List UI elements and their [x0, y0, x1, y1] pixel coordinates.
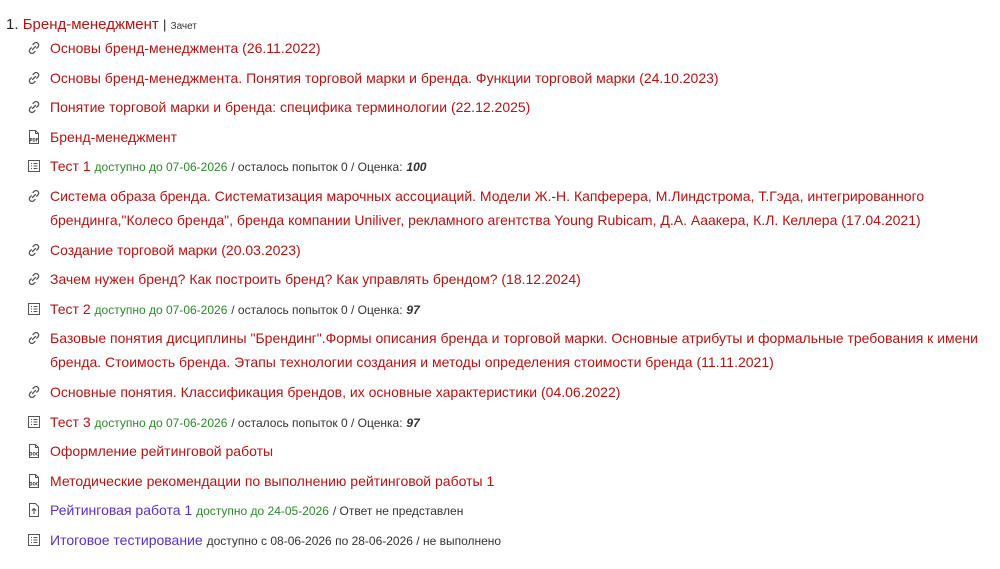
file-link[interactable]: Методические рекомендации по выполнению рейтинговой работы 1	[50, 472, 495, 489]
availability: доступно до 07-06-2026	[94, 415, 228, 430]
activity-link[interactable]: Понятие торговой марки и бренда: специфика терминологии (22.12.2025)	[50, 99, 531, 115]
link-icon	[26, 242, 42, 258]
final-test-link[interactable]: Итоговое тестирование	[50, 531, 203, 548]
file-link[interactable]: Бренд-менеджмент	[50, 128, 178, 145]
list-item	[6, 36, 1000, 66]
list-item	[6, 154, 1000, 184]
test-link[interactable]: Тест 2	[50, 300, 91, 317]
test-icon	[26, 301, 42, 317]
list-item	[6, 66, 1000, 96]
activity-link[interactable]: Основы бренд-менеджмента (26.11.2022)	[50, 40, 321, 56]
link-icon	[26, 188, 42, 204]
link-icon	[26, 330, 42, 346]
list-item	[6, 267, 1000, 297]
list-item	[6, 125, 1000, 155]
score: 97	[406, 302, 420, 317]
list-item	[6, 410, 1000, 440]
svg-text:DOC: DOC	[29, 451, 39, 457]
pdf-file-icon	[26, 129, 42, 145]
attempts-info: / осталось попыток 0 / Оценка:	[231, 160, 403, 174]
test-link[interactable]: Тест 1	[50, 158, 91, 174]
section-title: Бренд-менеджмент	[22, 16, 159, 33]
availability: доступно до 07-06-2026	[94, 160, 228, 174]
list-item	[6, 528, 1000, 558]
section-heading	[6, 14, 1000, 36]
link-icon	[26, 271, 42, 287]
list-item	[6, 238, 1000, 268]
activity-link[interactable]: Система образа бренда. Систематизация марочных ассоциаций. Модели Ж.-Н. Капферера, М.Линдстрома, Т.Гэда, интегрированного брендинга,"Колесо бренда", бренда компании Uniliver, рекламного агентства Young Rubicam, Д.А. Аaакера, К.Л. Келлера (17.04.2021)	[50, 187, 925, 228]
upload-icon	[26, 502, 42, 518]
link-icon	[26, 70, 42, 86]
activity-link[interactable]: Основы бренд-менеджмента. Понятия торговой марки и бренда. Функции торговой марки (24.10.2023)	[50, 69, 719, 86]
list-item	[6, 439, 1000, 469]
test-link[interactable]: Тест 3	[50, 413, 91, 430]
file-link[interactable]: Оформление рейтинговой работы	[50, 443, 274, 459]
activity-link[interactable]: Основные понятия. Классификация брендов, их основные характеристики (04.06.2022)	[50, 384, 621, 400]
link-icon	[26, 40, 42, 56]
test-icon	[26, 532, 42, 548]
availability: доступно до 07-06-2026	[94, 302, 228, 317]
final-test-status: доступно с 08-06-2026 по 28-06-2026 / не выполнено	[206, 533, 502, 548]
assignment-link[interactable]: Рейтинговая работа 1	[50, 502, 193, 518]
svg-text:PDF: PDF	[29, 137, 39, 142]
doc-file-icon	[26, 443, 42, 459]
list-item	[6, 498, 1000, 528]
list-item	[6, 95, 1000, 125]
score: 100	[406, 160, 427, 174]
score: 97	[406, 415, 420, 430]
link-icon	[26, 99, 42, 115]
activity-link[interactable]: Базовые понятия дисциплины "Брендинг".Формы описания бренда и торговой марки. Основные атрибуты и формальные требования к имени бренда. Стоимость бренда. Этапы технологии создания и методы определения стоимости бренда (11.11.2021)	[50, 330, 978, 370]
doc-file-icon	[26, 473, 42, 489]
activity-list	[6, 36, 1000, 557]
list-item	[6, 326, 1000, 380]
section-type: Зачет	[170, 21, 197, 32]
availability: доступно до 24-05-2026	[196, 504, 329, 518]
activity-link[interactable]: Создание торговой марки (20.03.2023)	[50, 241, 301, 258]
list-item	[6, 469, 1000, 499]
svg-text:DOC: DOC	[29, 481, 39, 486]
activity-link[interactable]: Зачем нужен бренд? Как построить бренд? Как управлять брендом? (18.12.2024)	[50, 271, 581, 287]
attempts-info: / осталось попыток 0 / Оценка:	[231, 302, 403, 317]
submission-status: / Ответ не представлен	[332, 504, 464, 518]
test-icon	[26, 158, 42, 174]
list-item	[6, 380, 1000, 410]
section-separator: |	[162, 17, 167, 32]
test-icon	[26, 414, 42, 430]
link-icon	[26, 384, 42, 400]
list-item	[6, 184, 1000, 238]
section-number: 1.	[6, 16, 19, 33]
attempts-info: / осталось попыток 0 / Оценка:	[231, 415, 403, 430]
list-item	[6, 297, 1000, 327]
